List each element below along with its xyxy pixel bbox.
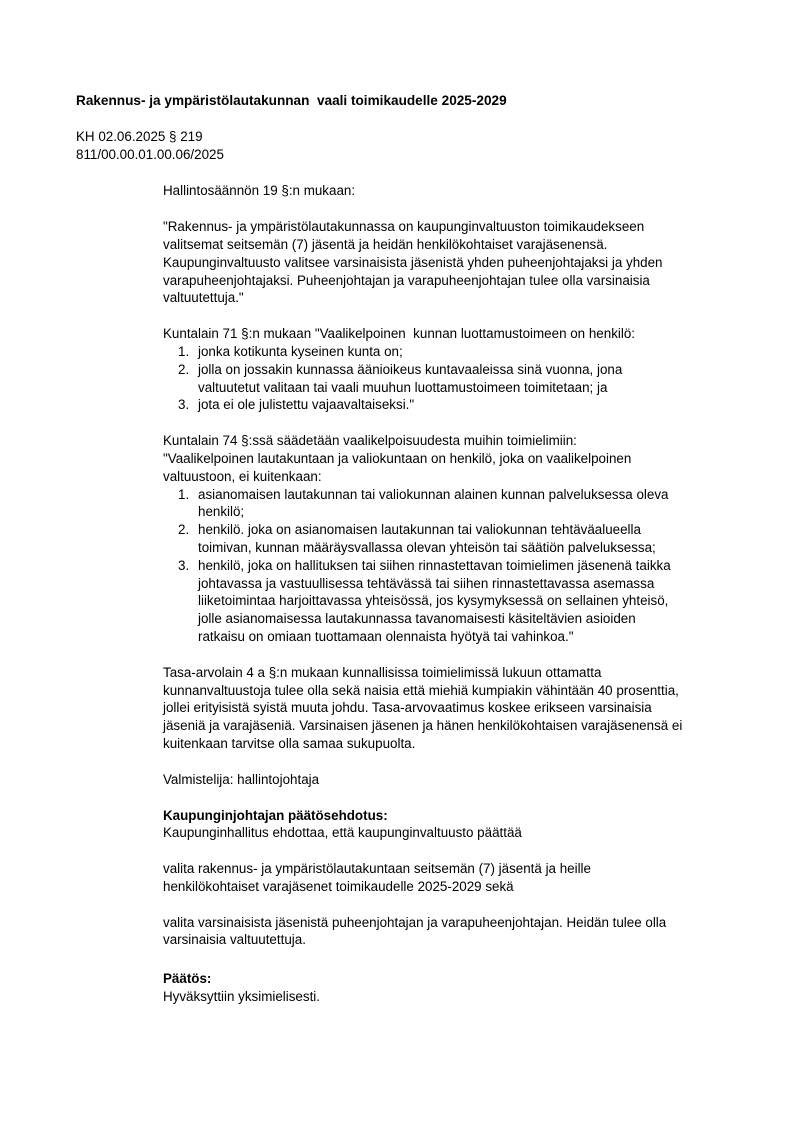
- text-line: Kaupunginvaltuusto valitsee varsinaisista jäsenistä yhden puheenjohtajaksi ja yhden: [163, 254, 663, 270]
- valinta-2-paragraph: [163, 914, 738, 950]
- kuntalaki-71-list: [163, 343, 738, 414]
- text-line: varsinaisia valtuutettuja.: [163, 932, 306, 948]
- tasa-arvo-paragraph: [163, 664, 738, 753]
- list-item-text: [198, 396, 738, 414]
- quote-paragraph: [163, 218, 738, 307]
- paatosehdotus-section: [163, 807, 738, 843]
- paatosehdotus-line: Kaupunginhallitus ehdottaa, että kaupunginvaltuusto päättää: [163, 825, 522, 841]
- document-title: Rakennus- ja ympäristölautakunnan vaali toimikaudelle 2025-2029: [76, 93, 507, 108]
- text-line: johtavassa ja vastuullisessa tehtävässä tai siihen rinnastettavassa asemassa: [198, 575, 655, 591]
- list-item: [163, 557, 738, 646]
- text-line: "Rakennus- ja ympäristölautakunnassa on kaupunginvaltuuston toimikaudekseen: [163, 219, 645, 235]
- paatos-line: Hyväksyttiin yksimielisesti.: [163, 989, 320, 1005]
- valmistelija-paragraph: [163, 771, 738, 789]
- text-line: valita rakennus- ja ympäristölautakuntaan seitsemän (7) jäsentä ja heille: [163, 861, 591, 877]
- text-line: kuitenkaan tarvitse olla samaa sukupuolta.: [163, 735, 416, 751]
- list-item-number: 1.: [178, 486, 190, 502]
- kuntalaki-74-list: [163, 486, 738, 646]
- list-item: [163, 361, 738, 397]
- valinta-1-paragraph: [163, 860, 738, 896]
- text-line: toimivan, kunnan määräysvallassa olevan yhteisön tai säätiön palveluksessa;: [198, 539, 656, 555]
- intro-paragraph: [163, 182, 738, 200]
- text-line: "Vaalikelpoinen lautakuntaan ja valiokuntaan on henkilö, joka on vaalikelpoinen: [163, 450, 632, 466]
- text-line: valitsemat seitsemän (7) jäsentä ja heidän henkilökohtaiset varajäsenensä.: [163, 236, 608, 252]
- text-line: jolla on jossakin kunnassa äänioikeus kuntavaaleissa sinä vuonna, jona: [198, 361, 623, 377]
- paatos-section: [163, 970, 738, 1006]
- text-line: Tasa-arvolain 4 a §:n mukaan kunnallisissa toimielimissä lukuun ottamatta: [163, 664, 602, 680]
- document-meta: [76, 128, 744, 164]
- list-item-text: [198, 343, 738, 361]
- text-line: jonka kotikunta kyseinen kunta on;: [198, 343, 403, 359]
- text-line: jäseniä ja varajäseniä. Varsinaisen jäsenen ja hänen henkilökohtaisen varajäsenensä ei: [163, 718, 683, 734]
- kuntalaki-74-section: [163, 432, 738, 646]
- text-line: varapuheenjohtajaksi. Puheenjohtajan ja varapuheenjohtajan tulee olla varsinaisia: [163, 272, 650, 288]
- kuntalaki-71-lead: Kuntalain 71 §:n mukaan "Vaalikelpoinen kunnan luottamustoimeen on henkilö:: [163, 326, 636, 342]
- text-line: henkilö, joka on hallituksen tai siihen rinnastettavan toimielimen jäsenenä taikka: [198, 557, 671, 573]
- list-item: [163, 521, 738, 557]
- kuntalaki-71-section: [163, 325, 738, 414]
- text-line: valtuustoon, ei kuitenkaan:: [163, 468, 322, 484]
- text-line: valtuutetut valitaan tai vaali muuhun luottamustoimeen toimitetaan; ja: [198, 379, 608, 395]
- list-item: [163, 396, 738, 414]
- list-item-number: 2.: [178, 361, 190, 377]
- valmistelija-line: Valmistelija: hallintojohtaja: [163, 771, 320, 787]
- intro-line: Hallintosäännön 19 §:n mukaan:: [163, 183, 356, 199]
- meta-case-number: 811/00.00.01.00.06/2025: [76, 146, 224, 162]
- meta-kh-line: KH 02.06.2025 § 219: [76, 128, 203, 144]
- text-line: valita varsinaisista jäsenistä puheenjohtajan ja varapuheenjohtajan. Heidän tulee olla: [163, 914, 667, 930]
- list-item: [163, 343, 738, 361]
- list-item-number: 2.: [178, 522, 190, 538]
- text-line: ratkaisu on omiaan tuottamaan olennaista hyötyä tai vahinkoa.": [198, 628, 574, 644]
- kuntalaki-74-lead: [163, 432, 738, 485]
- document-content: [76, 92, 744, 1006]
- list-item-number: 3.: [178, 557, 190, 573]
- text-line: jollei erityisistä syistä muuta johdu. Tasa-arvovaatimus koskee erikseen varsinaisia: [163, 700, 652, 716]
- text-line: henkilö. joka on asianomaisen lautakunnan tai valiokunnan tehtäväalueella: [198, 522, 641, 538]
- text-line: Kuntalain 74 §:ssä säädetään vaalikelpoisuudesta muihin toimielimiin:: [163, 433, 577, 449]
- list-item-number: 1.: [178, 343, 190, 359]
- text-line: jota ei ole julistettu vajaavaltaiseksi.": [198, 397, 415, 413]
- text-line: asianomaisen lautakunnan tai valiokunnan alainen kunnan palveluksessa oleva: [198, 486, 669, 502]
- list-item-text: [198, 486, 738, 522]
- document-body: [163, 182, 738, 1005]
- text-line: kunnanvaltuustoja tulee olla sekä naisia että miehiä kumpiakin vähintään 40 prosenttia,: [163, 682, 679, 698]
- text-line: liiketoimintaa harjoittavassa yhteisössä, jos kysymyksessä on sellainen yhteisö,: [198, 593, 669, 609]
- list-item: [163, 486, 738, 522]
- paatos-heading: Päätös:: [163, 971, 212, 987]
- text-line: valtuutettuja.": [163, 290, 244, 306]
- list-item-number: 3.: [178, 397, 190, 413]
- list-item-text: [198, 521, 738, 557]
- list-item-text: [198, 557, 738, 646]
- text-line: henkilö;: [198, 504, 245, 520]
- list-item-text: [198, 361, 738, 397]
- text-line: jolle asianomaisessa lautakunnassa tavanomaisesti käsiteltävien asioiden: [198, 611, 636, 627]
- text-line: henkilökohtaiset varajäsenet toimikaudelle 2025-2029 sekä: [163, 878, 514, 894]
- paatosehdotus-heading: Kaupunginjohtajan päätösehdotus:: [163, 807, 388, 823]
